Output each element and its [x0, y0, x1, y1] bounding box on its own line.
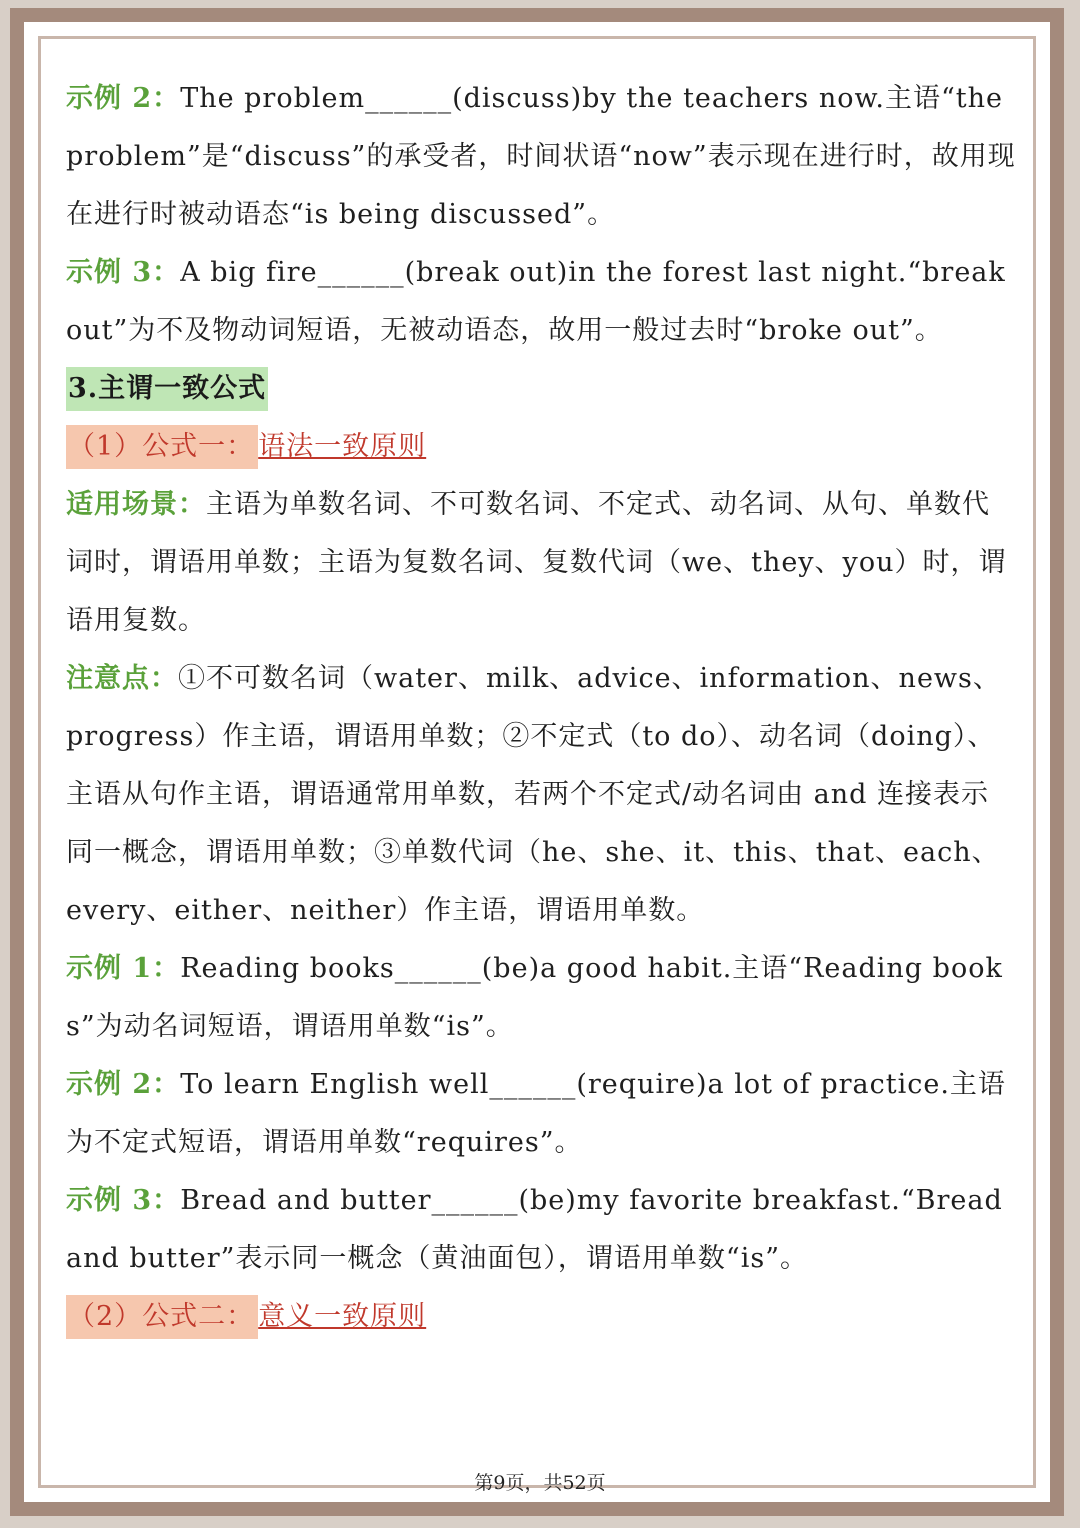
section-3-title: 3.主谓一致公式 [66, 367, 268, 411]
example-3-agreement [66, 1172, 1016, 1288]
example-label: 示例 2： [66, 1069, 181, 1100]
usage-text: 主语为单数名词、不可数名词、不定式、动名词、从句、单数代词时，谓语用单数；主语为复数名词、复数代词（we、they、you）时，谓语用复数。 [66, 489, 1007, 636]
page-number: 第9页，共52页 [474, 1472, 606, 1494]
example-label: 示例 3： [66, 1185, 181, 1216]
usage-paragraph [66, 476, 1016, 650]
example-3-passive [66, 244, 1016, 360]
example-label: 示例 3： [66, 257, 181, 288]
example-text: The problem______(discuss)by the teachers now.主语“the problem”是“discuss”的承受者，时间状语“now”表示现在进行时，故用现在进行时被动语态“is being discussed”。 [66, 83, 1016, 230]
notes-paragraph [66, 650, 1016, 940]
usage-label: 适用场景： [66, 489, 206, 520]
formula-2-prefix: （2）公式二： [66, 1295, 258, 1339]
example-2-passive [66, 70, 1016, 244]
example-text: To learn English well______(require)a lot of practice.主语为不定式短语，谓语用单数“requires”。 [66, 1069, 1006, 1158]
section-heading [66, 360, 1016, 418]
document-content [66, 70, 1016, 1346]
example-text: Reading books______(be)a good habit.主语“Reading books”为动名词短语，谓语用单数“is”。 [66, 953, 1003, 1042]
formula-2-heading [66, 1288, 1016, 1346]
example-1-agreement [66, 940, 1016, 1056]
formula-1-heading [66, 418, 1016, 476]
example-label: 示例 2： [66, 83, 181, 114]
notes-text: ①不可数名词（water、milk、advice、information、news、progress）作主语，谓语用单数；②不定式（to do）、动名词（doing）、主语从句作主语，谓语通常用单数，若两个不定式/动名词由 and 连接表示同一概念，谓语用单数；③单数代词（he、she、it、this、that、each、every、either、neither）作主语，谓语用单数。 [66, 663, 1001, 926]
example-2-agreement [66, 1056, 1016, 1172]
example-label: 示例 1： [66, 953, 181, 984]
example-text: A big fire______(break out)in the forest last night.“break out”为不及物动词短语，无被动语态，故用一般过去时“broke out”。 [66, 257, 1006, 346]
formula-1-name: 语法一致原则 [258, 431, 427, 462]
formula-2-name: 意义一致原则 [258, 1301, 427, 1332]
notes-label: 注意点： [66, 663, 178, 694]
example-text: Bread and butter______(be)my favorite breakfast.“Bread and butter”表示同一概念（黄油面包），谓语用单数“is”。 [66, 1185, 1003, 1274]
formula-1-prefix: （1）公式一： [66, 425, 258, 469]
